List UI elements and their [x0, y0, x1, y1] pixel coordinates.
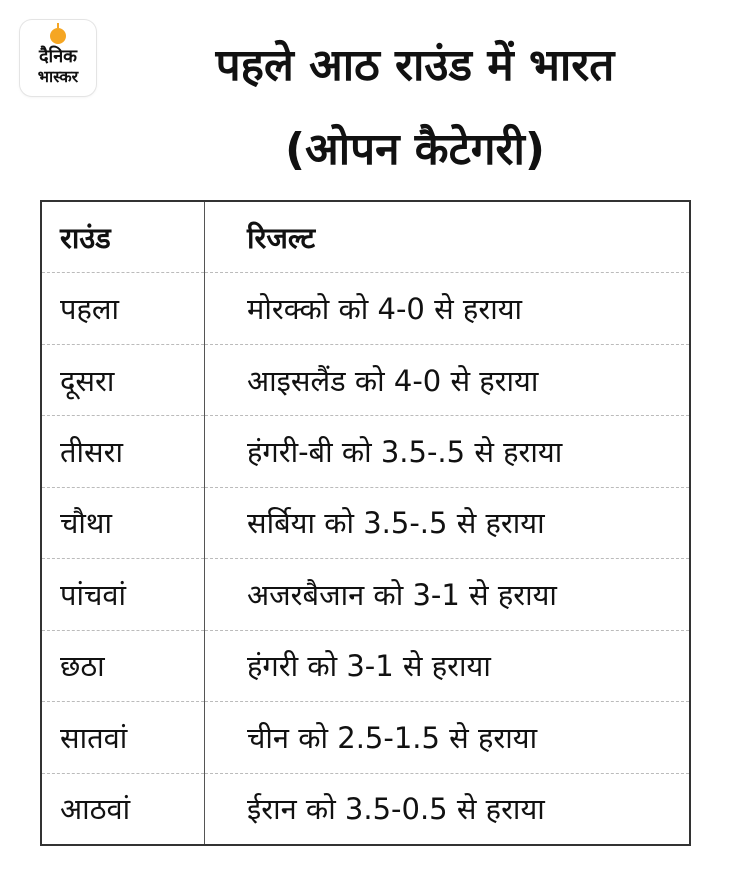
page-subtitle: (ओपन कैटेगरी) [284, 124, 546, 175]
table-row [41, 273, 690, 344]
table-row [41, 630, 690, 701]
round-cell: पांचवां [41, 559, 205, 630]
results-table [40, 200, 691, 846]
logo-text-line1: दैनिक [38, 46, 78, 67]
result-cell: मोरक्को को 4-0 से हराया [205, 273, 691, 344]
round-cell: पहला [41, 273, 205, 344]
result-cell: हंगरी-बी को 3.5-.5 से हराया [205, 416, 691, 487]
header-result: रिजल्ट [205, 201, 691, 273]
table-row [41, 773, 690, 845]
table-row [41, 416, 690, 487]
table-header-row [41, 201, 690, 273]
table-row [41, 344, 690, 415]
result-cell: आइसलैंड को 4-0 से हराया [205, 344, 691, 415]
header-round: राउंड [41, 201, 205, 273]
round-cell: आठवां [41, 773, 205, 845]
logo-text-line2: भास्कर [37, 67, 79, 86]
result-cell: सर्बिया को 3.5-.5 से हराया [205, 487, 691, 558]
sun-icon [50, 28, 66, 44]
round-cell: दूसरा [41, 344, 205, 415]
result-cell: अजरबैजान को 3-1 से हराया [205, 559, 691, 630]
round-cell: सातवां [41, 702, 205, 773]
round-cell: तीसरा [41, 416, 205, 487]
result-cell: चीन को 2.5-1.5 से हराया [205, 702, 691, 773]
round-cell: छठा [41, 630, 205, 701]
table-row [41, 559, 690, 630]
result-cell: ईरान को 3.5-0.5 से हराया [247, 792, 545, 827]
result-cell: हंगरी को 3-1 से हराया [205, 630, 691, 701]
page-title: पहले आठ राउंड में भारत [215, 40, 615, 91]
round-cell: चौथा [41, 487, 205, 558]
table-row [41, 702, 690, 773]
dainik-bhaskar-logo [20, 20, 96, 96]
table-row [41, 487, 690, 558]
